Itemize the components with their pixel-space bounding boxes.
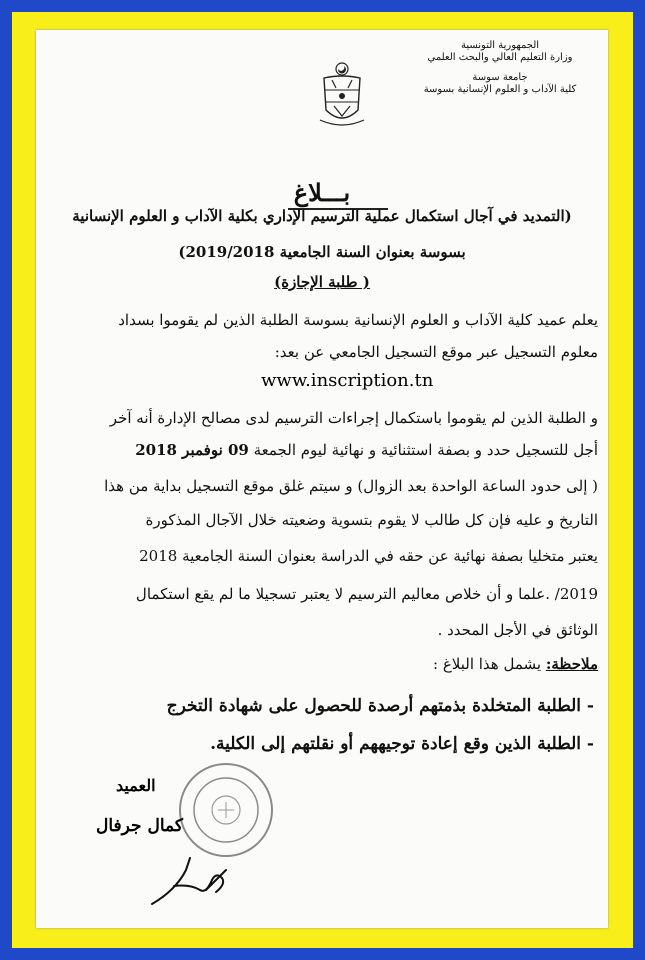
notice-title: بـــلاغ <box>293 178 351 207</box>
body-line: الوثائق في الأجل المحدد . <box>437 621 598 639</box>
handwritten-signature-icon <box>146 850 236 910</box>
note-label: ملاحظة: <box>545 655 598 673</box>
body-line: معلوم التسجيل عبر موقع التسجيل الجامعي عن بعد: <box>274 343 598 361</box>
body-line: 2019/ .علما و أن خلاص معاليم الترسيم لا يعتبر تسجيلا ما لم يقع استكمال <box>135 585 598 603</box>
dean-title: العميد <box>116 776 156 795</box>
note-text: يشمل هذا البلاغ : <box>433 655 546 673</box>
body-line: ( إلى حدود الساعة الواحدة بعد الزوال) و سيتم غلق موقع التسجيل بداية من هذا <box>104 477 598 495</box>
tunisia-emblem-icon <box>316 60 368 134</box>
note-bullet: - الطلبة الذين وقع إعادة توجيههم أو نقلتهم إلى الكلية. <box>210 734 594 754</box>
subject-line-1: (التمديد في آجال استكمال عملية الترسيم الإداري بكلية الآداب و العلوم الإنسانية <box>72 207 572 225</box>
faculty-stamp-icon <box>176 760 276 860</box>
body-line: و الطلبة الذين لم يقوموا باستكمال إجراءات الترسيم لدى مصالح الإدارة أنه آخر <box>109 409 598 427</box>
subject-line-3: ( طلبة الإجازة) <box>274 273 370 291</box>
body-line: يعتبر متخليا بصفة نهائية عن حقه في الدراسة بعنوان السنة الجامعية 2018 <box>139 547 598 565</box>
body-line: التاريخ و عليه فإن كل طالب لا يقوم بتسوية وضعيته خلال الآجال المذكورة <box>145 511 598 529</box>
republic-name: الجمهورية التونسية <box>460 40 540 51</box>
university-name: جامعة سوسة <box>472 72 528 83</box>
registration-url: www.inscription.tn <box>261 370 434 391</box>
body-line <box>38 440 598 461</box>
dean-name: كمال جرفال <box>96 816 183 836</box>
note-bullet: - الطلبة المتخلدة بذمتهم أرصدة للحصول على شهادة التخرج <box>166 696 594 716</box>
letterhead <box>400 40 600 96</box>
faculty-name: كلية الآداب و العلوم الإنسانية بسوسة <box>423 84 577 95</box>
body-line: يعلم عميد كلية الآداب و العلوم الإنسانية بسوسة الطلبة الذين لم يقوموا بسداد <box>118 311 598 329</box>
ministry-name: وزارة التعليم العالي والبحث العلمي <box>427 52 573 63</box>
deadline-intro: أجل للتسجيل حدد و بصفة استثنائية و نهائية ليوم الجمعة <box>248 441 598 459</box>
document-page <box>36 30 608 928</box>
deadline-date: 09 نوفمبر 2018 <box>135 441 249 459</box>
note-line <box>38 654 598 675</box>
subject-line-2: بسوسة بعنوان السنة الجامعية 2019/2018) <box>178 243 466 261</box>
